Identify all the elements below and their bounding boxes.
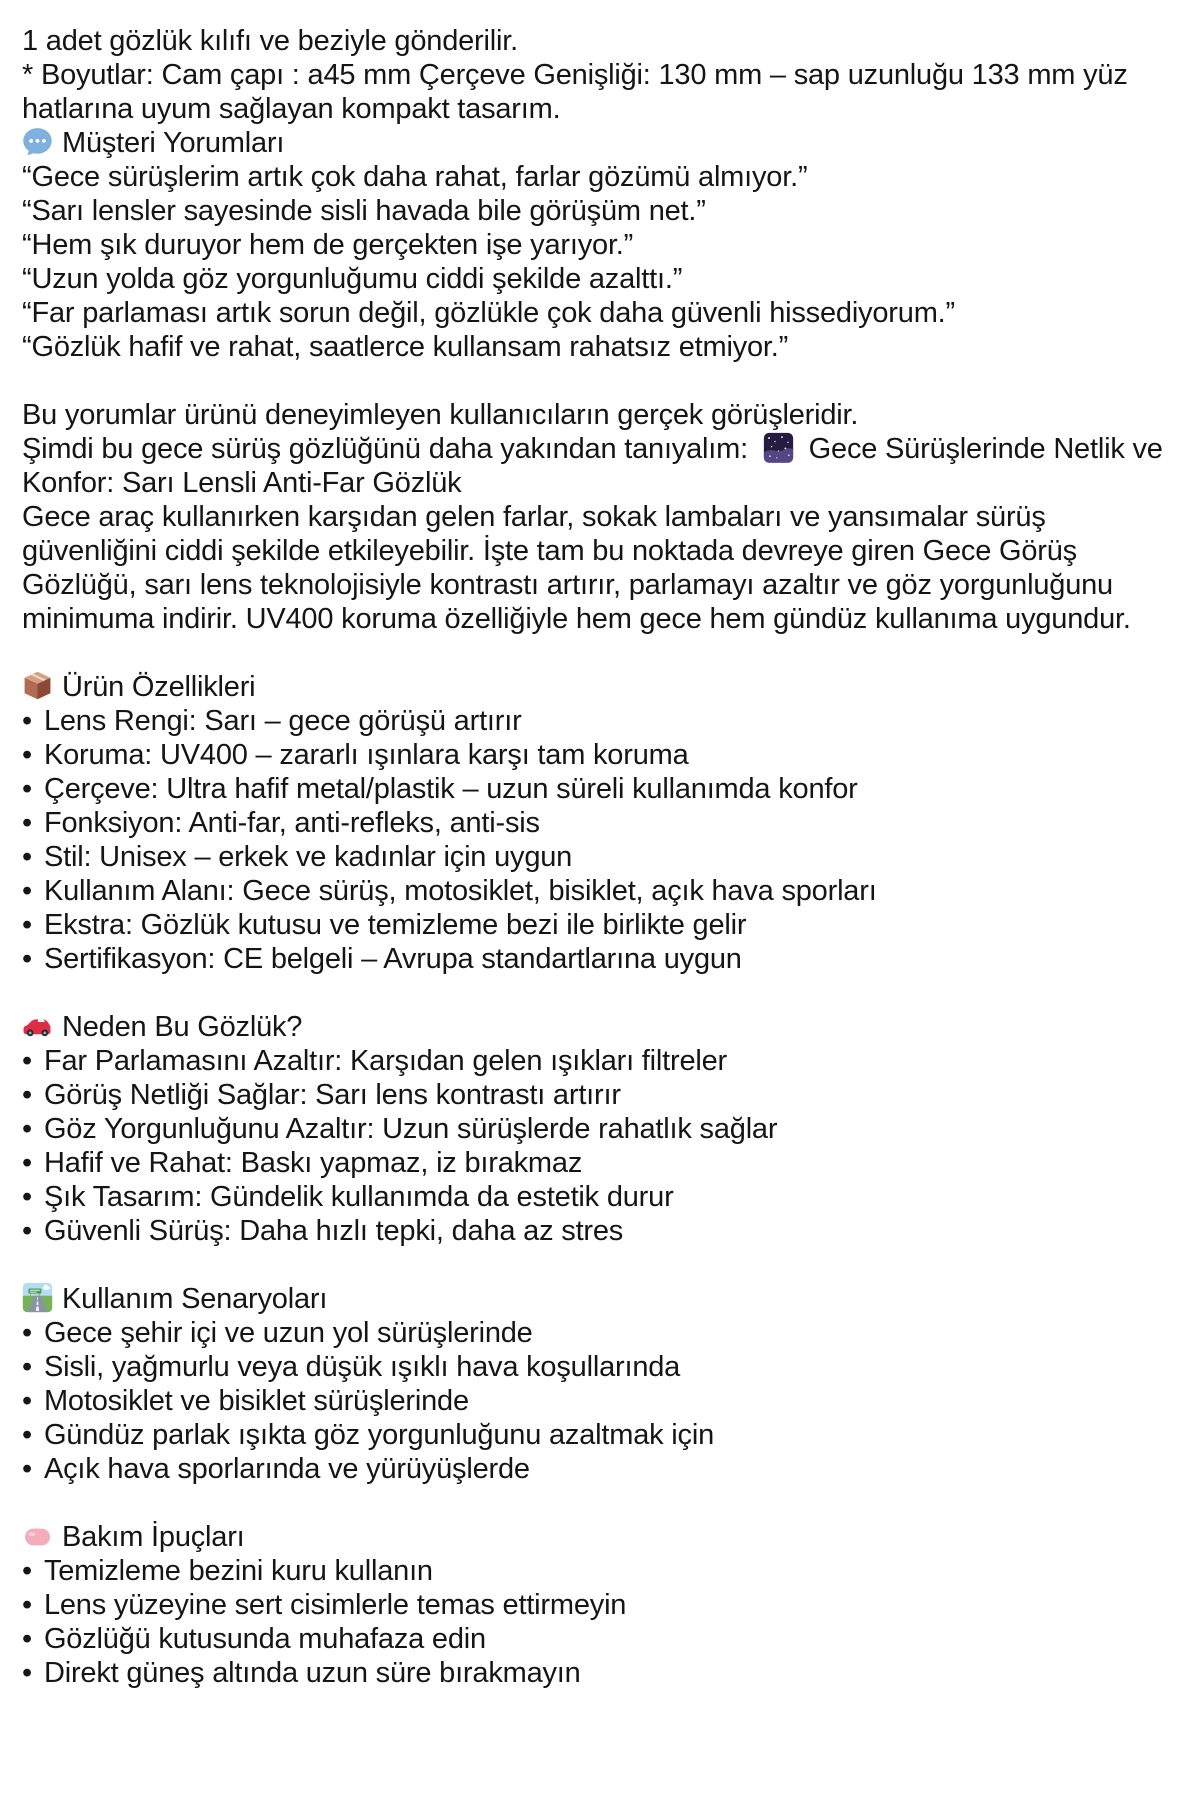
bullet-marker: • xyxy=(22,1181,32,1213)
feature-text: Kullanım Alanı: Gece sürüş, motosiklet, bisiklet, açık hava sporları xyxy=(43,875,877,907)
care-text: Temizleme bezini kuru kullanın xyxy=(43,1555,433,1587)
package-icon xyxy=(22,670,53,701)
care-item xyxy=(22,1656,1178,1690)
bullet-marker: • xyxy=(22,1555,32,1587)
why-item xyxy=(22,1044,1178,1078)
bullet-marker: • xyxy=(22,1453,32,1485)
use-case-text: Sisli, yağmurlu veya düşük ışıklı hava koşullarında xyxy=(43,1351,681,1383)
why-text: Far Parlamasını Azaltır: Karşıdan gelen ışıkları filtreler xyxy=(43,1045,728,1077)
care-item xyxy=(22,1588,1178,1622)
feature-text: Lens Rengi: Sarı – gece görüşü artırır xyxy=(43,705,522,737)
section-heading-use-cases xyxy=(22,1282,1178,1316)
milky-way-icon xyxy=(763,432,794,463)
about-lead-text: Şimdi bu gece sürüş gözlüğünü daha yakından tanıyalım: xyxy=(22,433,748,465)
feature-text: Çerçeve: Ultra hafif metal/plastik – uzun süreli kullanımda konfor xyxy=(43,773,858,805)
review-quote: “Gece sürüşlerim artık çok daha rahat, farlar gözümü almıyor.” xyxy=(22,161,808,193)
care-item xyxy=(22,1554,1178,1588)
care-text: Direkt güneş altında uzun süre bırakmayın xyxy=(43,1657,581,1689)
soap-icon xyxy=(22,1520,53,1551)
section-title: Bakım İpuçları xyxy=(62,1521,245,1553)
bullet-marker: • xyxy=(22,1589,32,1621)
reviews-disclaimer: Bu yorumlar ürünü deneyimleyen kullanıcıların gerçek görüşleridir. xyxy=(22,399,859,431)
feature-item xyxy=(22,704,1178,738)
section-title: Ürün Özellikleri xyxy=(62,671,256,703)
speech-balloon-icon xyxy=(22,126,53,157)
about-headline: Gece Sürüşlerinde Netlik ve Konfor: Sarı Lensli Anti-Far Gözlük xyxy=(22,433,1163,499)
why-text: Görüş Netliği Sağlar: Sarı lens kontrastı artırır xyxy=(43,1079,621,1111)
bullet-marker: • xyxy=(22,841,32,873)
why-item xyxy=(22,1112,1178,1146)
use-case-item xyxy=(22,1452,1178,1486)
feature-item xyxy=(22,908,1178,942)
why-text: Hafif ve Rahat: Baskı yapmaz, iz bırakmaz xyxy=(43,1147,583,1179)
spacer xyxy=(22,1486,1178,1520)
why-item xyxy=(22,1180,1178,1214)
spacer xyxy=(22,364,1178,398)
bullet-marker: • xyxy=(22,1215,32,1247)
section-heading-features xyxy=(22,670,1178,704)
bullet-marker: • xyxy=(22,807,32,839)
bullet-marker: • xyxy=(22,1045,32,1077)
section-heading-why xyxy=(22,1010,1178,1044)
feature-text: Stil: Unisex – erkek ve kadınlar için uygun xyxy=(43,841,573,873)
bullet-marker: • xyxy=(22,909,32,941)
why-text: Göz Yorgunluğunu Azaltır: Uzun sürüşlerde rahatlık sağlar xyxy=(43,1113,778,1145)
bullet-marker: • xyxy=(22,705,32,737)
bullet-marker: • xyxy=(22,1079,32,1111)
bullet-marker: • xyxy=(22,1623,32,1655)
use-case-text: Gece şehir içi ve uzun yol sürüşlerinde xyxy=(43,1317,533,1349)
bullet-marker: • xyxy=(22,1317,32,1349)
care-item xyxy=(22,1622,1178,1656)
why-item xyxy=(22,1214,1178,1248)
review-quote: “Sarı lensler sayesinde sisli havada bile görüşüm net.” xyxy=(22,195,706,227)
use-case-item xyxy=(22,1316,1178,1350)
use-case-text: Gündüz parlak ışıkta göz yorgunluğunu azaltmak için xyxy=(43,1419,715,1451)
feature-item xyxy=(22,772,1178,806)
about-intro-line xyxy=(22,432,1178,500)
feature-item xyxy=(22,806,1178,840)
bullet-marker: • xyxy=(22,1385,32,1417)
use-case-item xyxy=(22,1350,1178,1384)
about-body: Gece araç kullanırken karşıdan gelen farlar, sokak lambaları ve yansımalar sürüş güvenliğini ciddi şekilde etkileyebilir. İşte tam bu noktada devreye giren Gece Görüş Gözlüğü, sarı lens teknolojisiyle kontrastı artırır, parlamayı azaltır ve göz yorgunluğunu minimuma indirir. UV400 koruma özelliğiyle hem gece hem gündüz kullanıma uygundur. xyxy=(22,501,1131,635)
bullet-marker: • xyxy=(22,1351,32,1383)
bullet-marker: • xyxy=(22,943,32,975)
review-quote: “Uzun yolda göz yorgunluğumu ciddi şekilde azalttı.” xyxy=(22,263,683,295)
feature-text: Koruma: UV400 – zararlı ışınlara karşı tam koruma xyxy=(43,739,689,771)
bullet-marker: • xyxy=(22,1147,32,1179)
car-icon xyxy=(22,1010,53,1041)
dimensions-note: * Boyutlar: Cam çapı : a45 mm Çerçeve Genişliği: 130 mm – sap uzunluğu 133 mm yüz hatlarına uyum sağlayan kompakt tasarım. xyxy=(22,59,1128,125)
feature-text: Ekstra: Gözlük kutusu ve temizleme bezi ile birlikte gelir xyxy=(43,909,747,941)
bullet-marker: • xyxy=(22,773,32,805)
reviews-title: Müşteri Yorumları xyxy=(62,127,285,159)
use-case-text: Açık hava sporlarında ve yürüyüşlerde xyxy=(43,1453,530,1485)
care-text: Lens yüzeyine sert cisimlerle temas ettirmeyin xyxy=(43,1589,627,1621)
section-title: Neden Bu Gözlük? xyxy=(62,1011,303,1043)
use-case-text: Motosiklet ve bisiklet sürüşlerinde xyxy=(43,1385,469,1417)
review-quote: “Far parlaması artık sorun değil, gözlükle çok daha güvenli hissediyorum.” xyxy=(22,297,955,329)
feature-item xyxy=(22,942,1178,976)
feature-item xyxy=(22,874,1178,908)
bullet-marker: • xyxy=(22,1113,32,1145)
review-quote: “Hem şık duruyor hem de gerçekten işe yarıyor.” xyxy=(22,229,634,261)
why-text: Şık Tasarım: Gündelik kullanımda da estetik durur xyxy=(43,1181,674,1213)
spacer xyxy=(22,976,1178,1010)
use-case-item xyxy=(22,1384,1178,1418)
why-text: Güvenli Sürüş: Daha hızlı tepki, daha az stres xyxy=(43,1215,624,1247)
reviews-heading xyxy=(22,126,1178,160)
bullet-marker: • xyxy=(22,875,32,907)
spacer xyxy=(22,636,1178,670)
shipping-note: 1 adet gözlük kılıfı ve beziyle gönderilir. xyxy=(22,25,518,57)
care-text: Gözlüğü kutusunda muhafaza edin xyxy=(43,1623,486,1655)
why-item xyxy=(22,1146,1178,1180)
bullet-marker: • xyxy=(22,1657,32,1689)
motorway-icon xyxy=(22,1282,53,1313)
feature-text: Sertifikasyon: CE belgeli – Avrupa standartlarına uygun xyxy=(43,943,742,975)
use-case-item xyxy=(22,1418,1178,1452)
feature-item xyxy=(22,840,1178,874)
section-title: Kullanım Senaryoları xyxy=(62,1283,328,1315)
bullet-marker: • xyxy=(22,1419,32,1451)
bullet-marker: • xyxy=(22,739,32,771)
feature-text: Fonksiyon: Anti-far, anti-refleks, anti-sis xyxy=(43,807,540,839)
spacer xyxy=(22,1248,1178,1282)
why-item xyxy=(22,1078,1178,1112)
section-heading-care xyxy=(22,1520,1178,1554)
review-quote: “Gözlük hafif ve rahat, saatlerce kullansam rahatsız etmiyor.” xyxy=(22,331,789,363)
feature-item xyxy=(22,738,1178,772)
